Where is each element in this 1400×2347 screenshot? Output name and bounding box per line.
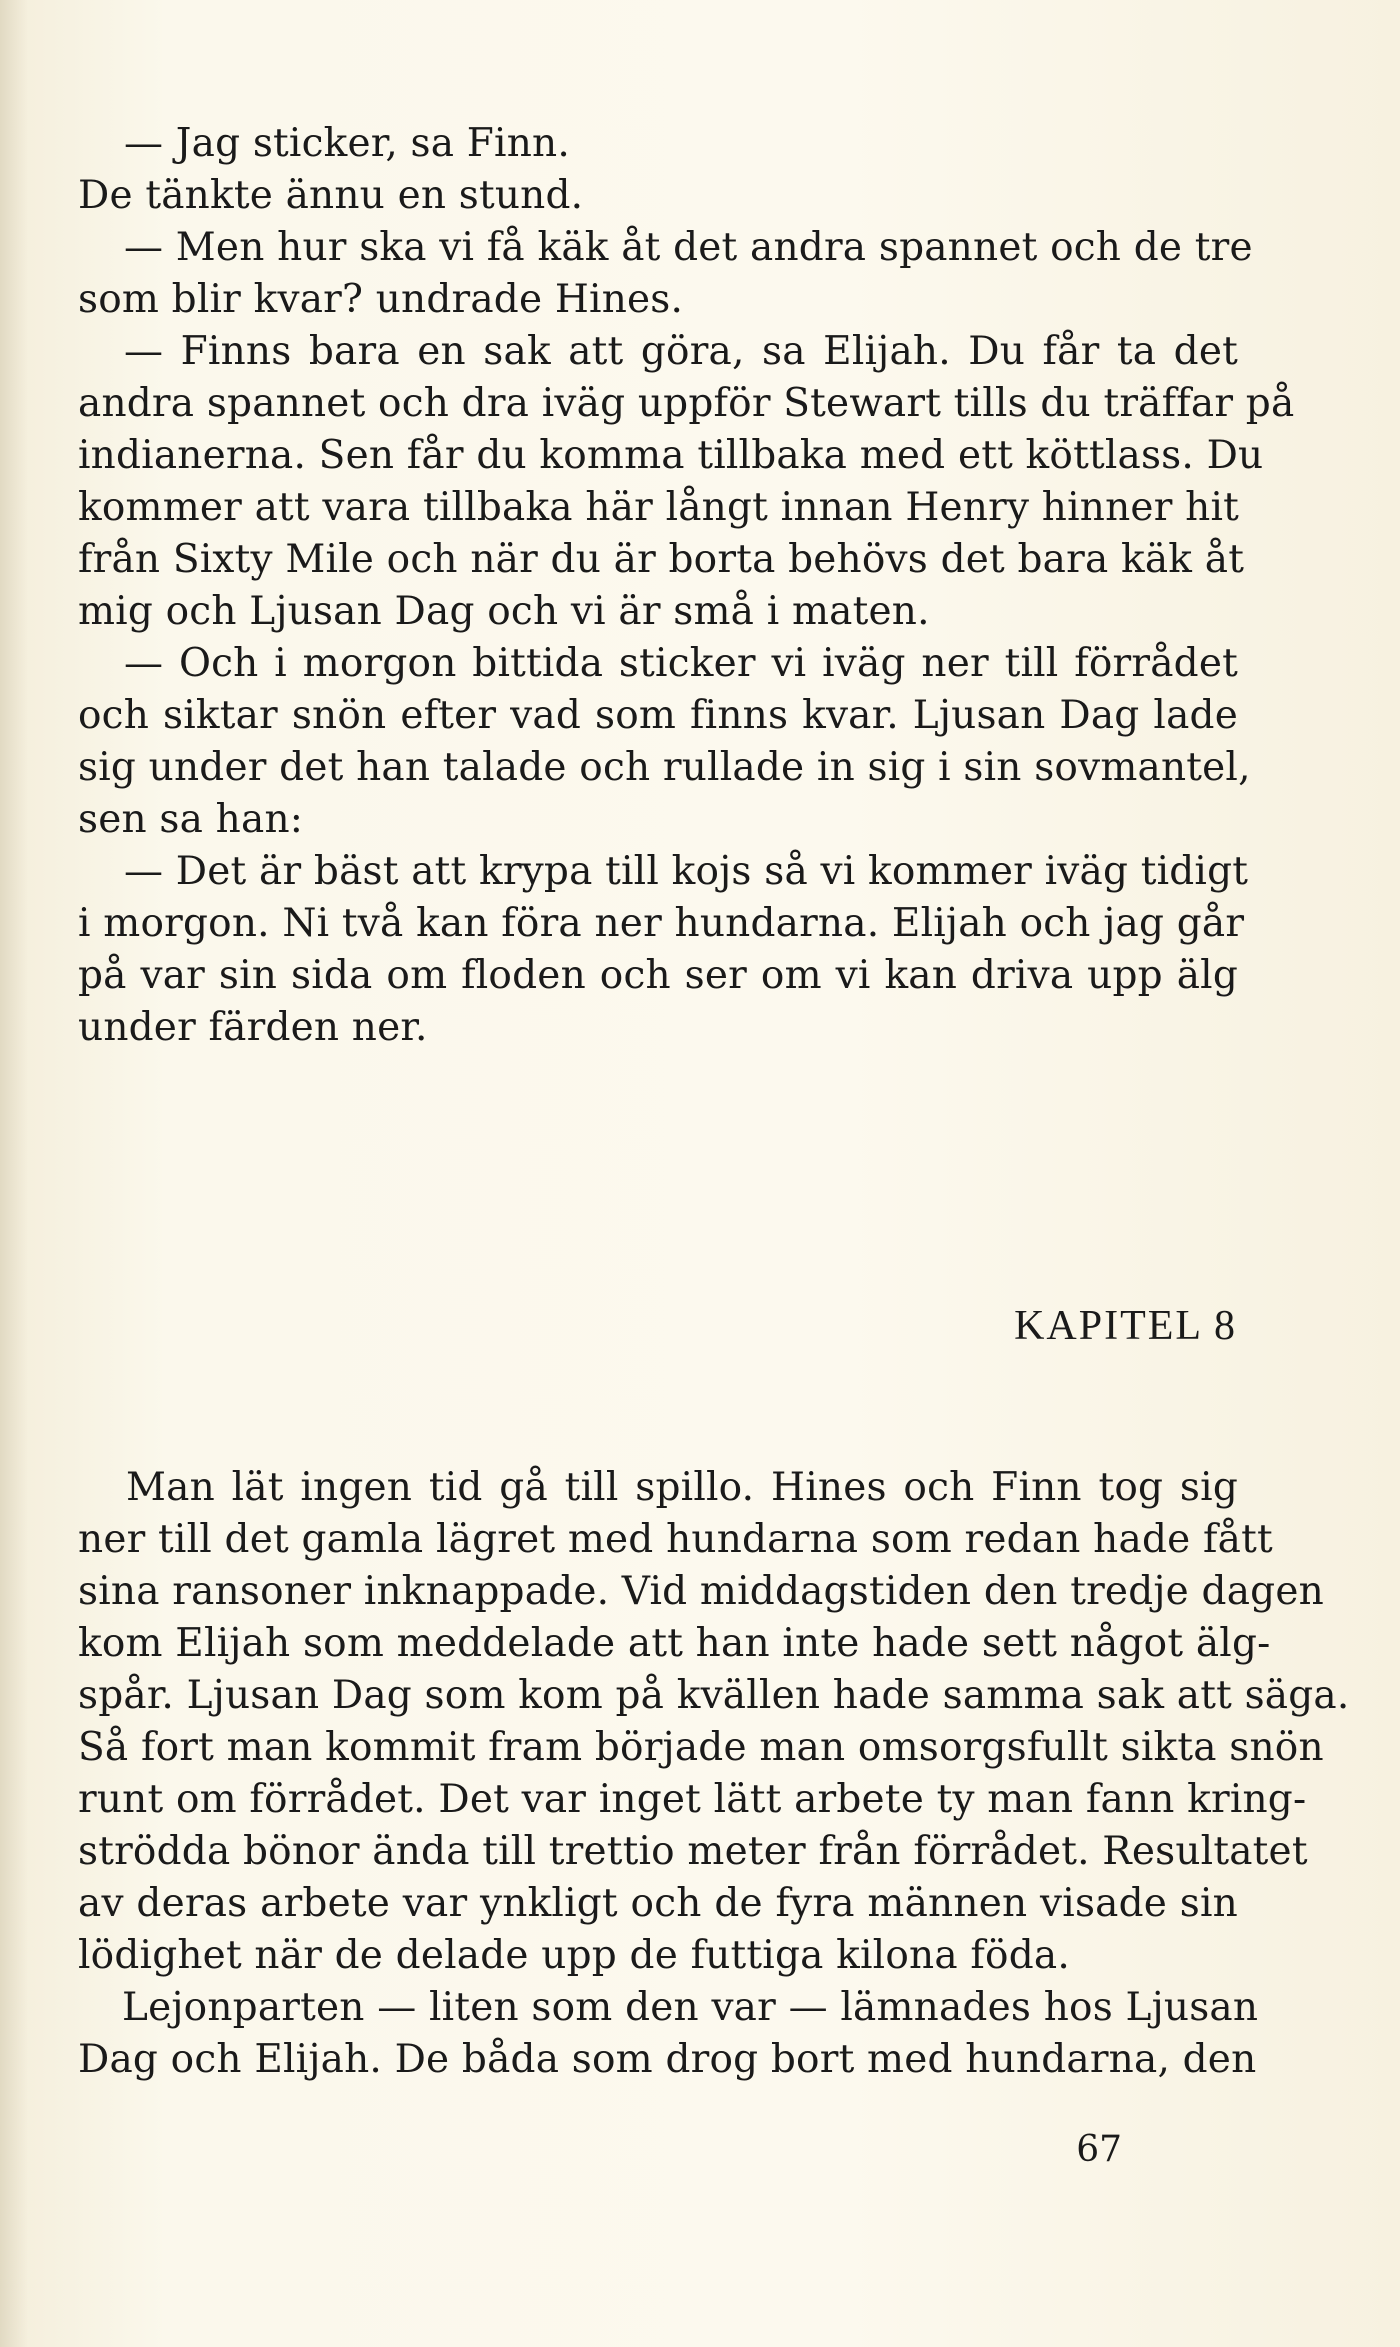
text-line: strödda bönor ända till trettio meter från förrådet. Resultatet [78, 1829, 1308, 1874]
chapter-text [78, 1462, 1350, 2086]
text-line: runt om förrådet. Det var inget lätt arbete ty man fann kring- [78, 1777, 1307, 1822]
section-text [78, 118, 1295, 1054]
text-line: Dag och Elijah. De båda som drog bort med hundarna, den [78, 2037, 1257, 2082]
text-line: och siktar snön efter vad som finns kvar. Ljusan Dag lade [78, 693, 1238, 738]
text-line: sen sa han: [78, 797, 304, 842]
text-line: — Men hur ska vi få käk åt det andra spannet och de tre [124, 225, 1253, 270]
text-line: från Sixty Mile och när du är borta behövs det bara käk åt [78, 537, 1245, 582]
text-line: spår. Ljusan Dag som kom på kvällen hade samma sak att säga. [78, 1673, 1350, 1718]
page-gutter-shadow [0, 0, 28, 2347]
text-line: av deras arbete var ynkligt och de fyra männen visade sin [78, 1881, 1238, 1926]
text-line: Man lät ingen tid gå till spillo. Hines och Finn tog sig [126, 1465, 1238, 1510]
text-line: Så fort man kommit fram började man omsorgsfullt sikta snön [78, 1725, 1324, 1770]
text-line: under färden ner. [78, 1005, 428, 1050]
text-line: Lejonparten — liten som den var — lämnades hos Ljusan [122, 1985, 1259, 2030]
text-line: som blir kvar? undrade Hines. [78, 277, 684, 322]
text-line: andra spannet och dra iväg uppför Stewart tills du träffar på [78, 381, 1295, 426]
page-number: 67 [1076, 2129, 1122, 2170]
text-line: ner till det gamla lägret med hundarna som redan hade fått [78, 1517, 1273, 1562]
text-line: kom Elijah som meddelade att han inte hade sett något älg- [78, 1621, 1271, 1666]
text-line: indianerna. Sen får du komma tillbaka med ett köttlass. Du [78, 433, 1264, 478]
text-line: — Och i morgon bittida sticker vi iväg ner till förrådet [124, 641, 1238, 686]
text-line: lödighet när de delade upp de futtiga kilona föda. [78, 1933, 1070, 1978]
text-line: på var sin sida om floden och ser om vi kan driva upp älg [78, 953, 1238, 998]
chapter-heading: KAPITEL 8 [1014, 1303, 1237, 1349]
text-line: sig under det han talade och rullade in sig i sin sovmantel, [78, 745, 1251, 790]
text-line: kommer att vara tillbaka här långt innan Henry hinner hit [78, 485, 1240, 530]
text-line: — Jag sticker, sa Finn. [124, 121, 570, 166]
text-line: mig och Ljusan Dag och vi är små i maten. [78, 589, 930, 634]
text-line: sina ransoner inknappade. Vid middagstiden den tredje dagen [78, 1569, 1324, 1614]
text-line: — Det är bäst att krypa till kojs så vi kommer iväg tidigt [124, 849, 1249, 894]
text-line: i morgon. Ni två kan föra ner hundarna. Elijah och jag går [78, 901, 1245, 946]
text-line: — Finns bara en sak att göra, sa Elijah. Du får ta det [124, 329, 1238, 374]
text-line: De tänkte ännu en stund. [78, 173, 584, 218]
